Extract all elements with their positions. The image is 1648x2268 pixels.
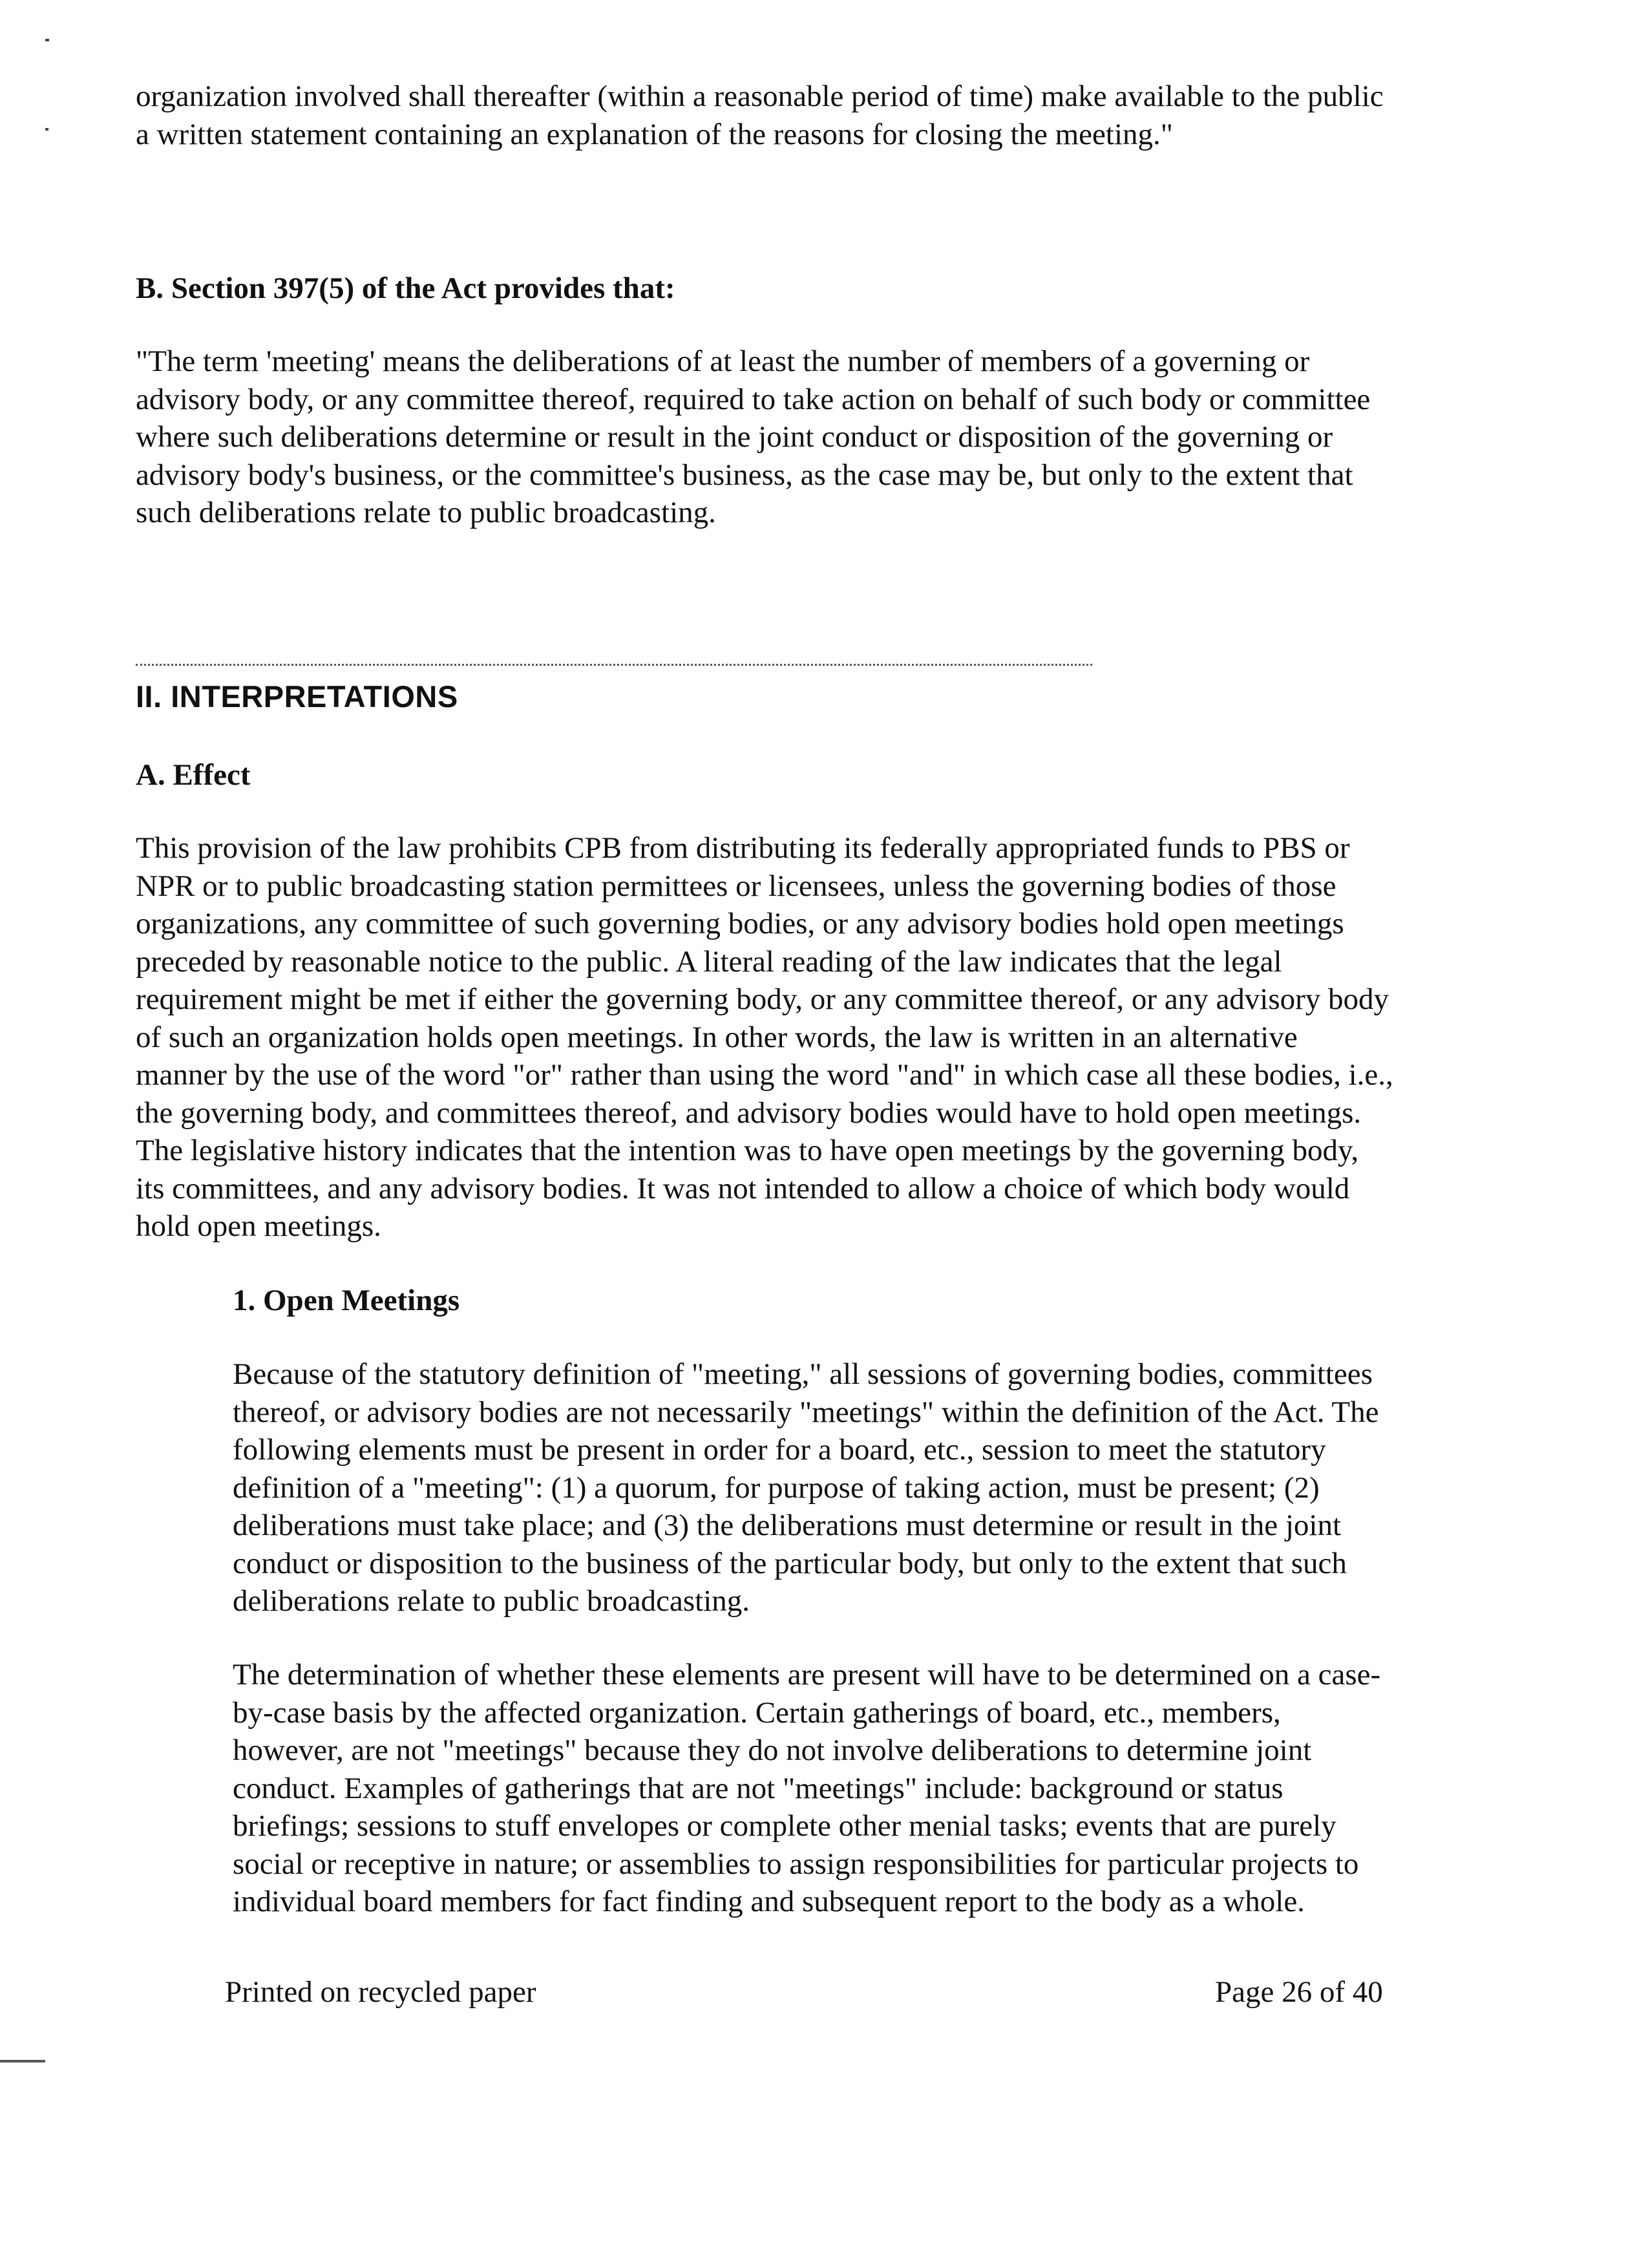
scan-mark-upper xyxy=(45,128,48,131)
subsection-a-heading: A. Effect xyxy=(136,758,251,792)
footer-page-number: Page 26 of 40 xyxy=(1215,1975,1383,2009)
open-meetings-paragraph-1: Because of the statutory definition of "meeting," all sessions of governing bodies, committees thereof, or advisory bodies are not necessarily "meetings" within the definition of the Act. The following elements must be present in order for a board, etc., session to meet the statutory definition of a "meeting": (1) a quorum, for purpose of taking action, must be present; (2) deliberations must take place; and (3) the deliberations must determine or result in the joint conduct or disposition to the business of the particular body, but only to the extent that such deliberations relate to public broadcasting. xyxy=(233,1357,1379,1618)
dotted-divider xyxy=(136,664,1092,666)
section-ii-heading: II. INTERPRETATIONS xyxy=(136,679,458,714)
scan-mark-top xyxy=(45,39,49,41)
scan-edge-line xyxy=(0,2060,45,2062)
section-b-heading: B. Section 397(5) of the Act provides that: xyxy=(136,271,675,305)
open-meetings-heading: 1. Open Meetings xyxy=(233,1284,460,1317)
open-meetings-paragraph-2: The determination of whether these elements are present will have to be determined on a case- by-case basis by the affected organization. Certain gatherings of board, etc., members, however, are not "meetings" because they do not involve deliberations to determine joint conduct. Examples of gatherings that are not "meetings" include: background or status briefings; sessions to stuff envelopes or complete other menial tasks; events that are purely social or receptive in nature; or assemblies to assign responsibilities for particular projects to individual board members for fact finding and subsequent report to the body as a whole. xyxy=(233,1658,1381,1918)
effect-paragraph: This provision of the law prohibits CPB from distributing its federally appropriated funds to PBS or NPR or to public broadcasting station permittees or licensees, unless the governing bodies of those organizations, any committee of such governing bodies, or any advisory bodies hold open meetings preceded by reasonable notice to the public. A literal reading of the law indicates that the legal requirement might be met if either the governing body, or any committee thereof, or any advisory body of such an organization holds open meetings. In other words, the law is written in an alternative manner by the use of the word "or" rather than using the word "and" in which case all these bodies, i.e., the governing body, and committees thereof, and advisory bodies would have to hold open meetings. The legislative history indicates that the intention was to have open meetings by the governing body, its committees, and any advisory bodies. It was not intended to allow a choice of which body would hold open meetings. xyxy=(136,831,1393,1243)
footer-recycled-note: Printed on recycled paper xyxy=(225,1975,536,2009)
intro-paragraph: organization involved shall thereafter (within a reasonable period of time) make available to the public a written statement containing an explanation of the reasons for closing the meeting." xyxy=(136,79,1384,151)
section-b-paragraph: "The term 'meeting' means the deliberations of at least the number of members of a governing or advisory body, or any committee thereof, required to take action on behalf of such body or committee where such deliberations determine or result in the joint conduct or disposition of the governing or advisory body's business, or the committee's business, as the case may be, but only to the extent that such deliberations relate to public broadcasting. xyxy=(136,344,1371,529)
